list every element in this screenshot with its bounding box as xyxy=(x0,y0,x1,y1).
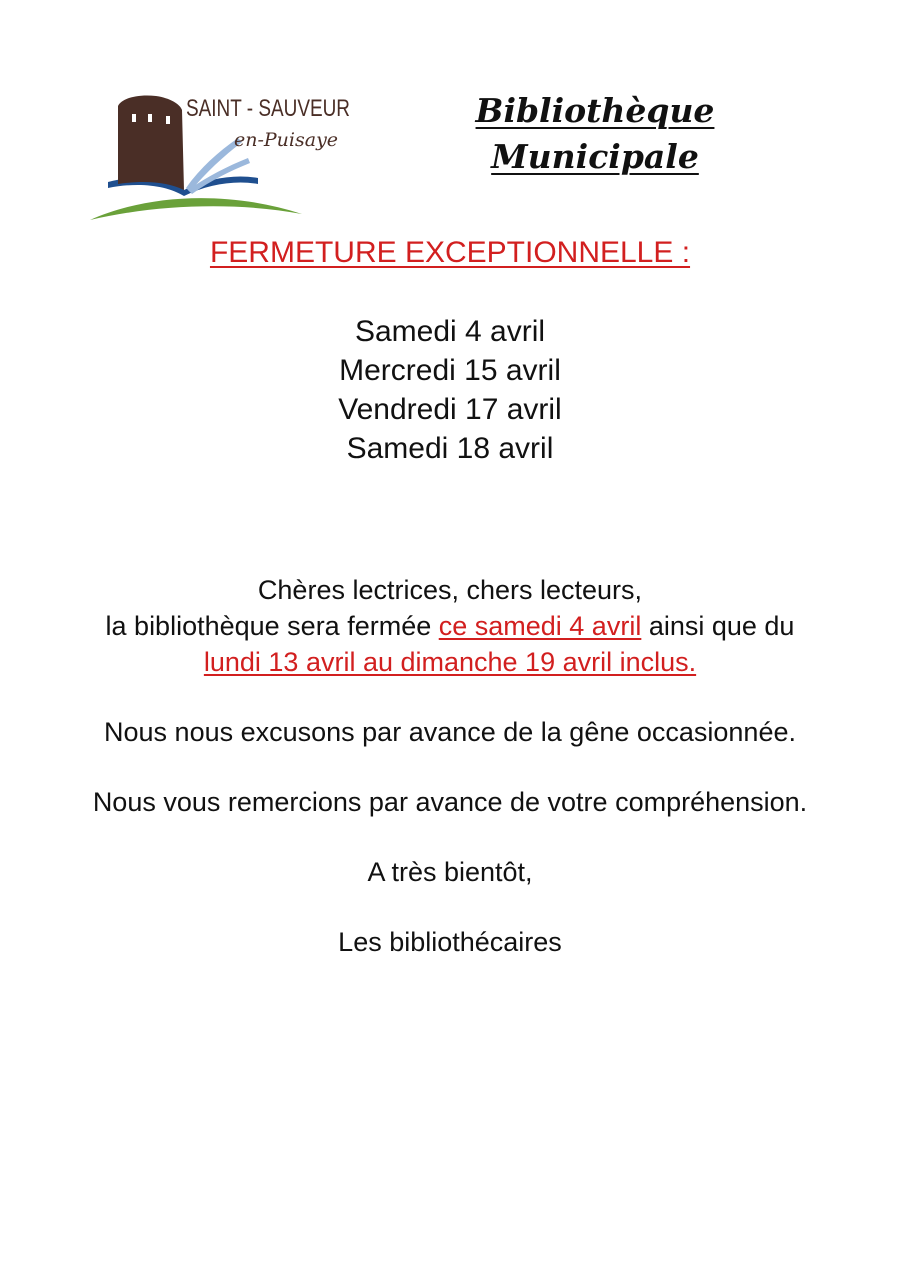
greeting: Chères lectrices, chers lecteurs, xyxy=(257,575,643,605)
sentence-part: ainsi que du xyxy=(641,611,795,641)
logo-name: SAINT - SAUVEUR xyxy=(186,95,350,122)
title-line-2: Municipale xyxy=(491,137,699,176)
title-line-1: Bibliothèque xyxy=(475,91,715,130)
closure-date: Samedi 4 avril xyxy=(354,315,546,348)
hill-shape xyxy=(90,198,302,220)
closing-text: A très bientôt, xyxy=(367,857,533,887)
highlight-saturday: ce samedi 4 avril xyxy=(438,611,642,641)
saint-sauveur-logo xyxy=(88,86,358,226)
logo-sub: en-Puisaye xyxy=(234,129,339,151)
closure-heading: FERMETURE EXCEPTIONNELLE : xyxy=(209,236,691,269)
sentence-part: la bibliothèque sera fermée xyxy=(105,611,439,641)
closure-sentence xyxy=(0,608,900,644)
thanks-text: Nous vous remercions par avance de votre compréhension. xyxy=(92,787,808,817)
tower-shape xyxy=(118,95,184,190)
message-body xyxy=(0,572,900,960)
signature: Les bibliothécaires xyxy=(338,927,562,957)
highlight-range: lundi 13 avril au dimanche 19 avril inclus. xyxy=(203,647,697,677)
closure-date: Mercredi 15 avril xyxy=(339,354,561,387)
page-title xyxy=(440,88,750,180)
closure-range xyxy=(0,644,900,680)
closure-dates xyxy=(0,312,900,468)
closure-date: Vendredi 17 avril xyxy=(338,393,562,426)
closure-date: Samedi 18 avril xyxy=(346,432,554,465)
apology-text: Nous nous excusons par avance de la gêne occasionnée. xyxy=(104,717,796,747)
